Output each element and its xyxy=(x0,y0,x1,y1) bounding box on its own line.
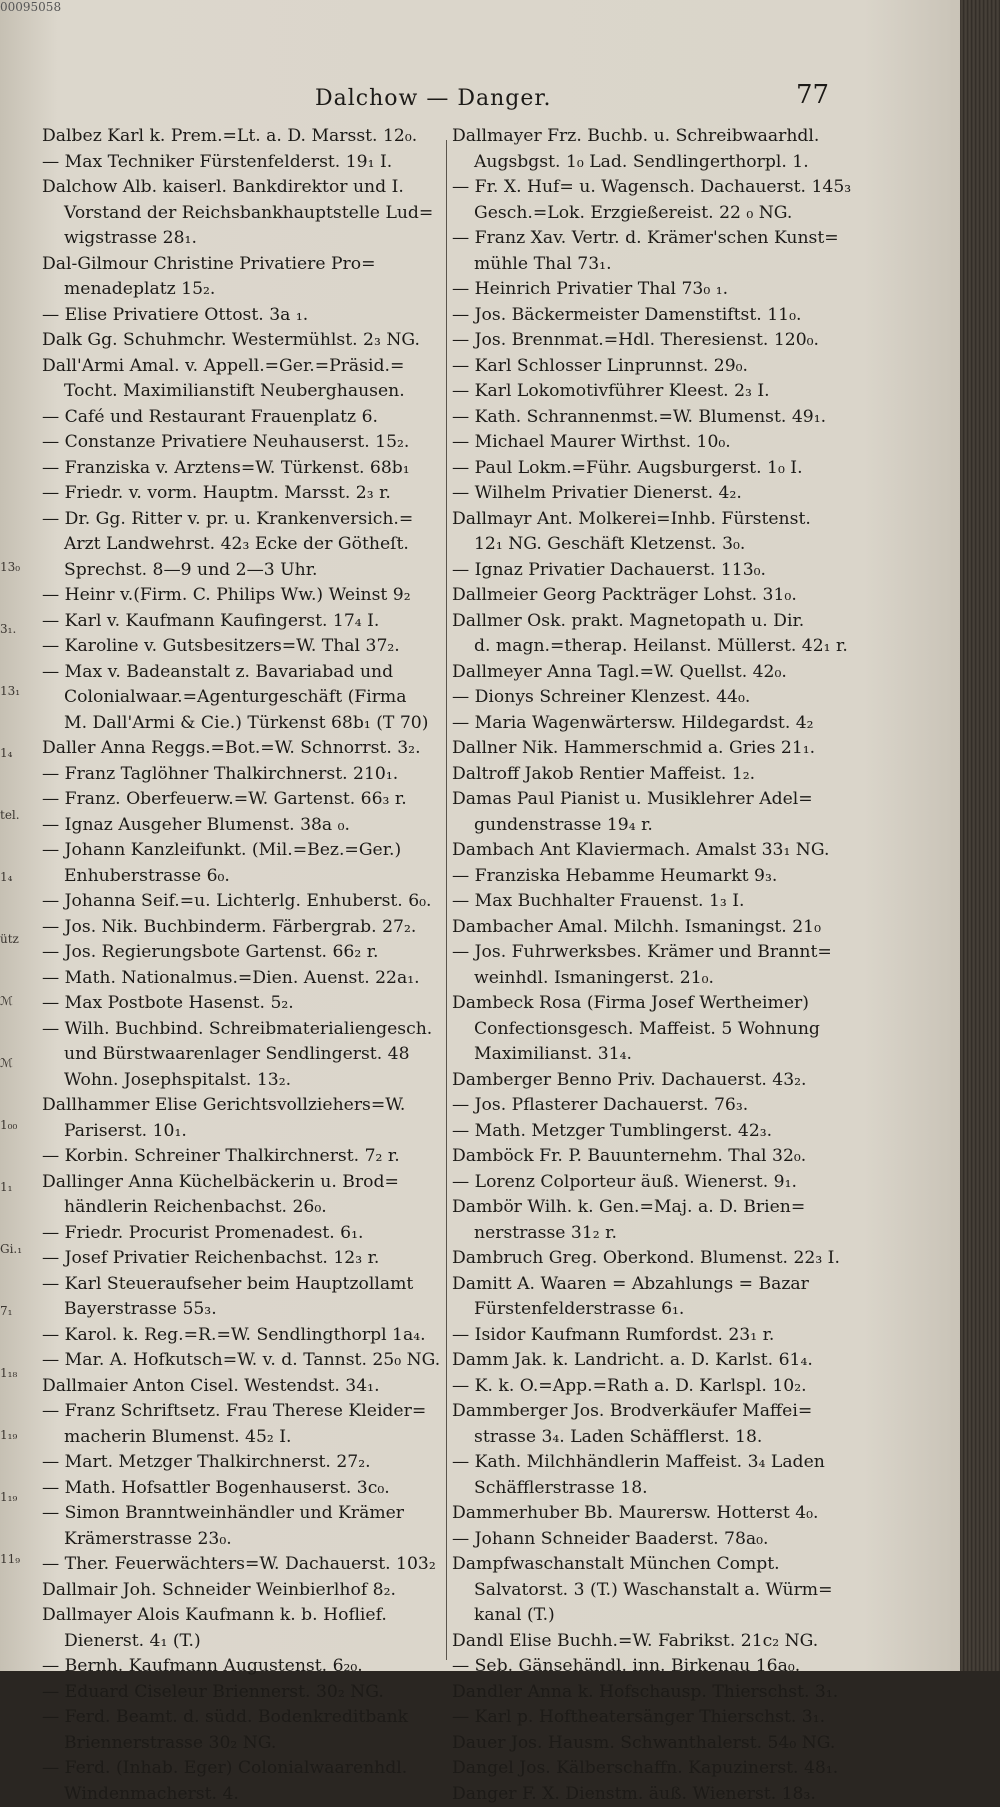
directory-entry-line: — Math. Metzger Tumblingerst. 42₃. xyxy=(452,1119,872,1145)
directory-entry-line: — Karl Schlosser Linprunnst. 29₀. xyxy=(452,354,872,380)
directory-entry-line: Damböck Fr. P. Bauunternehm. Thal 32₀. xyxy=(452,1144,872,1170)
directory-entry-line: Pariserst. 10₁. xyxy=(42,1119,452,1145)
directory-entry-line: d. magn.=therap. Heilanst. Müllerst. 42₁ r. xyxy=(452,634,872,660)
directory-entry-line: Dal-Gilmour Christine Privatiere Pro= xyxy=(42,252,452,278)
directory-entry-line: — Jos. Brennmat.=Hdl. Theresienst. 120₀. xyxy=(452,328,872,354)
corner-mark: 00095058 xyxy=(0,0,61,14)
directory-entry-line: Dallmeyer Anna Tagl.=W. Quellst. 42₀. xyxy=(452,660,872,686)
directory-entry-line: Dallmayr Ant. Molkerei=Inhb. Fürstenst. xyxy=(452,507,872,533)
directory-entry-line: Dallmair Joh. Schneider Weinbierlhof 8₂. xyxy=(42,1578,452,1604)
directory-entry-line: Dall'Armi Amal. v. Appell.=Ger.=Präsid.= xyxy=(42,354,452,380)
directory-entry-line: Dienerst. 4₁ (T.) xyxy=(42,1629,452,1655)
page-number: 77 xyxy=(796,80,829,110)
directory-entry-line: Dandl Elise Buchh.=W. Fabrikst. 21c₂ NG. xyxy=(452,1629,872,1655)
directory-entry-line: — Jos. Pflasterer Dachauerst. 76₃. xyxy=(452,1093,872,1119)
directory-entry-line: Damberger Benno Priv. Dachauerst. 43₂. xyxy=(452,1068,872,1094)
directory-entry-line: — Kath. Milchhändlerin Maffeist. 3₄ Laden xyxy=(452,1450,872,1476)
directory-entry-line: — Max Postbote Hasenst. 5₂. xyxy=(42,991,452,1017)
directory-entry-line: — Kath. Schrannenmst.=W. Blumenst. 49₁. xyxy=(452,405,872,431)
directory-entry-line: — Franz Taglöhner Thalkirchnerst. 210₁. xyxy=(42,762,452,788)
directory-entry-line: — Karol. k. Reg.=R.=W. Sendlingthorpl 1a₄. xyxy=(42,1323,452,1349)
directory-entry-line: Sprechst. 8—9 und 2—3 Uhr. xyxy=(42,558,452,584)
directory-entry-line: — Ther. Feuerwächters=W. Dachauerst. 103₂ xyxy=(42,1552,452,1578)
directory-entry-line: — Dr. Gg. Ritter v. pr. u. Krankenversich.= xyxy=(42,507,452,533)
directory-entry-line: Dallmayer Alois Kaufmann k. b. Hoflief. xyxy=(42,1603,452,1629)
directory-entry-line: M. Dall'Armi & Cie.) Türkenst 68b₁ (T 70) xyxy=(42,711,452,737)
directory-entry-line: — Heinr v.(Firm. C. Philips Ww.) Weinst 9₂ xyxy=(42,583,452,609)
margin-stub-text: 1₁₉ xyxy=(0,1490,17,1504)
right-column xyxy=(452,124,872,1807)
directory-entry-line: Tocht. Maximilianstift Neuberghausen. xyxy=(42,379,452,405)
directory-entry-line: — Franziska v. Arztens=W. Türkenst. 68b₁ xyxy=(42,456,452,482)
directory-entry-line: Danger F. X. Dienstm. äuß. Wienerst. 18₃. xyxy=(452,1782,872,1807)
directory-entry-line: — Josef Privatier Reichenbachst. 12₃ r. xyxy=(42,1246,452,1272)
directory-entry-line: Dallmer Osk. prakt. Magnetopath u. Dir. xyxy=(452,609,872,635)
directory-entry-line: — Mar. A. Hofkutsch=W. v. d. Tannst. 25₀ NG. xyxy=(42,1348,452,1374)
directory-entry-line: — Max v. Badeanstalt z. Bavariabad und xyxy=(42,660,452,686)
margin-stub-text: ℳ xyxy=(0,1056,13,1070)
directory-entry-line: weinhdl. Ismaningerst. 21₀. xyxy=(452,966,872,992)
margin-stub-text: Gi.₁ xyxy=(0,1242,22,1256)
directory-entry-line: macherin Blumenst. 45₂ I. xyxy=(42,1425,452,1451)
directory-entry-line: strasse 3₄. Laden Schäfflerst. 18. xyxy=(452,1425,872,1451)
page-header xyxy=(0,86,920,118)
directory-entry-line: — Friedr. Procurist Promenadest. 6₁. xyxy=(42,1221,452,1247)
directory-entry-line: nerstrasse 31₂ r. xyxy=(452,1221,872,1247)
directory-entry-line: — Korbin. Schreiner Thalkirchnerst. 7₂ r. xyxy=(42,1144,452,1170)
margin-stub-text: ℳ xyxy=(0,994,13,1008)
directory-entry-line: — Maria Wagenwärtersw. Hildegardst. 4₂ xyxy=(452,711,872,737)
directory-entry-line: Gesch.=Lok. Erzgießereist. 22 ₀ NG. xyxy=(452,201,872,227)
directory-entry-line: — Mart. Metzger Thalkirchnerst. 27₂. xyxy=(42,1450,452,1476)
directory-entry-line: Dambach Ant Klaviermach. Amalst 33₁ NG. xyxy=(452,838,872,864)
directory-entry-line: Vorstand der Reichsbankhauptstelle Lud= xyxy=(42,201,452,227)
directory-entry-line: — Wilhelm Privatier Dienerst. 4₂. xyxy=(452,481,872,507)
directory-entry-line: Dambruch Greg. Oberkond. Blumenst. 22₃ I. xyxy=(452,1246,872,1272)
directory-entry-line: — Michael Maurer Wirthst. 10₀. xyxy=(452,430,872,456)
margin-stub-text: 1₁ xyxy=(0,1180,12,1194)
directory-entry-line: Enhuberstrasse 6₀. xyxy=(42,864,452,890)
margin-stub-text: 13₀ xyxy=(0,560,20,574)
directory-entry-line: mühle Thal 73₁. xyxy=(452,252,872,278)
directory-entry-line: Dandler Anna k. Hofschausp. Thierschst. 3₁. xyxy=(452,1680,872,1706)
directory-entry-line: Dallhammer Elise Gerichtsvollziehers=W. xyxy=(42,1093,452,1119)
directory-entry-line: Krämerstrasse 23₀. xyxy=(42,1527,452,1553)
directory-entry-line: — Max Techniker Fürstenfelderst. 19₁ I. xyxy=(42,150,452,176)
directory-entry-line: — Karl p. Hoftheatersänger Thierschst. 3₁. xyxy=(452,1705,872,1731)
directory-entry-line: Dambör Wilh. k. Gen.=Maj. a. D. Brien= xyxy=(452,1195,872,1221)
directory-entry-line: — Math. Nationalmus.=Dien. Auenst. 22a₁. xyxy=(42,966,452,992)
margin-stub-text: ütz xyxy=(0,932,19,946)
margin-stub-text: 3₁. xyxy=(0,622,16,636)
directory-entry-line: — Fr. X. Huf= u. Wagensch. Dachauerst. 145₃ xyxy=(452,175,872,201)
directory-entry-line: — Simon Branntweinhändler und Krämer xyxy=(42,1501,452,1527)
directory-entry-line: — Franz Xav. Vertr. d. Krämer'schen Kunst= xyxy=(452,226,872,252)
directory-entry-line: Dangel Jos. Kälberschaffn. Kapuzinerst. 48₁. xyxy=(452,1756,872,1782)
directory-entry-line: Dallmaier Anton Cisel. Westendst. 34₁. xyxy=(42,1374,452,1400)
directory-entry-line: Dallmayer Frz. Buchb. u. Schreibwaarhdl. xyxy=(452,124,872,150)
directory-entry-line: händlerin Reichenbachst. 26₀. xyxy=(42,1195,452,1221)
directory-entry-line: Augsbgst. 1₀ Lad. Sendlingerthorpl. 1. xyxy=(452,150,872,176)
directory-entry-line: Bayerstrasse 55₃. xyxy=(42,1297,452,1323)
margin-stub-text: 7₁ xyxy=(0,1304,12,1318)
directory-entry-line: — Johanna Seif.=u. Lichterlg. Enhuberst. 6₀. xyxy=(42,889,452,915)
directory-entry-line: — Constanze Privatiere Neuhauserst. 15₂. xyxy=(42,430,452,456)
directory-entry-line: — Ignaz Privatier Dachauerst. 113₀. xyxy=(452,558,872,584)
directory-entry-line: Dammerhuber Bb. Maurersw. Hotterst 4₀. xyxy=(452,1501,872,1527)
directory-entry-line: Dallmeier Georg Packträger Lohst. 31₀. xyxy=(452,583,872,609)
directory-entry-line: und Bürstwaarenlager Sendlingerst. 48 xyxy=(42,1042,452,1068)
margin-stub-text: tel. xyxy=(0,808,20,822)
directory-entry-line: 12₁ NG. Geschäft Kletzenst. 3₀. xyxy=(452,532,872,558)
page-title: Dalchow — Danger. xyxy=(315,86,551,111)
directory-entry-line: Dallner Nik. Hammerschmid a. Gries 21₁. xyxy=(452,736,872,762)
directory-entry-line: menadeplatz 15₂. xyxy=(42,277,452,303)
margin-stub-text: 1₁₈ xyxy=(0,1366,17,1380)
directory-entry-line: Confectionsgesch. Maffeist. 5 Wohnung xyxy=(452,1017,872,1043)
directory-entry-line: — Franz Schriftsetz. Frau Therese Kleider= xyxy=(42,1399,452,1425)
directory-entry-line: — Seb. Gänsehändl. inn. Birkenau 16a₀. xyxy=(452,1654,872,1680)
directory-entry-line: gundenstrasse 19₄ r. xyxy=(452,813,872,839)
directory-entry-line: — Johann Schneider Baaderst. 78a₀. xyxy=(452,1527,872,1553)
directory-entry-line: Dambeck Rosa (Firma Josef Wertheimer) xyxy=(452,991,872,1017)
directory-entry-line: — Johann Kanzleifunkt. (Mil.=Bez.=Ger.) xyxy=(42,838,452,864)
directory-entry-line: — Bernh. Kaufmann Augustenst. 6₂₀. xyxy=(42,1654,452,1680)
directory-entry-line: Damitt A. Waaren = Abzahlungs = Bazar xyxy=(452,1272,872,1298)
margin-stub-text: 1₄ xyxy=(0,746,12,760)
directory-entry-line: Colonialwaar.=Agenturgeschäft (Firma xyxy=(42,685,452,711)
directory-entry-line: — K. k. O.=App.=Rath a. D. Karlspl. 10₂. xyxy=(452,1374,872,1400)
directory-entry-line: Arzt Landwehrst. 42₃ Ecke der Götheſt. xyxy=(42,532,452,558)
directory-entry-line: Dammberger Jos. Brodverkäufer Maffei= xyxy=(452,1399,872,1425)
directory-entry-line: — Karl Lokomotivführer Kleest. 2₃ I. xyxy=(452,379,872,405)
directory-entry-line: — Franziska Hebamme Heumarkt 9₃. xyxy=(452,864,872,890)
margin-stub-text: 13₁ xyxy=(0,684,20,698)
directory-entry-line: Wohn. Josephspitalst. 13₂. xyxy=(42,1068,452,1094)
directory-entry-line: — Isidor Kaufmann Rumfordst. 23₁ r. xyxy=(452,1323,872,1349)
directory-entry-line: Damm Jak. k. Landricht. a. D. Karlst. 61₄. xyxy=(452,1348,872,1374)
directory-entry-line: — Jos. Regierungsbote Gartenst. 66₂ r. xyxy=(42,940,452,966)
directory-entry-line: Daller Anna Reggs.=Bot.=W. Schnorrst. 3₂. xyxy=(42,736,452,762)
directory-entry-line: — Friedr. v. vorm. Hauptm. Marsst. 2₃ r. xyxy=(42,481,452,507)
directory-entry-line: — Max Buchhalter Frauenst. 1₃ I. xyxy=(452,889,872,915)
directory-entry-line: — Heinrich Privatier Thal 73₀ ₁. xyxy=(452,277,872,303)
directory-entry-line: Fürstenfelderstrasse 6₁. xyxy=(452,1297,872,1323)
directory-entry-line: — Karoline v. Gutsbesitzers=W. Thal 37₂. xyxy=(42,634,452,660)
directory-entry-line: — Jos. Fuhrwerksbes. Krämer und Brannt= xyxy=(452,940,872,966)
directory-entry-line: Damas Paul Pianist u. Musiklehrer Adel= xyxy=(452,787,872,813)
directory-entry-line: Windenmacherst. 4. xyxy=(42,1782,452,1807)
directory-entry-line: kanal (T.) xyxy=(452,1603,872,1629)
margin-stub-text: 11₉ xyxy=(0,1552,20,1566)
margin-stub-text: 1₀₀ xyxy=(0,1118,17,1132)
directory-entry-line: Dalchow Alb. kaiserl. Bankdirektor und I. xyxy=(42,175,452,201)
directory-entry-line: — Jos. Nik. Buchbinderm. Färbergrab. 27₂. xyxy=(42,915,452,941)
directory-entry-line: — Lorenz Colporteur äuß. Wienerst. 9₁. xyxy=(452,1170,872,1196)
directory-entry-line: Schäfflerstrasse 18. xyxy=(452,1476,872,1502)
directory-entry-line: — Karl Steueraufseher beim Hauptzollamt xyxy=(42,1272,452,1298)
directory-entry-line: Dambacher Amal. Milchh. Ismaningst. 21₀ xyxy=(452,915,872,941)
directory-entry-line: Daltroff Jakob Rentier Maffeist. 1₂. xyxy=(452,762,872,788)
directory-entry-line: Salvatorst. 3 (T.) Waschanstalt a. Würm= xyxy=(452,1578,872,1604)
left-column xyxy=(42,124,452,1807)
directory-entry-line: Dallinger Anna Küchelbäckerin u. Brod= xyxy=(42,1170,452,1196)
directory-entry-line: — Ferd. (Inhab. Eger) Colonialwaarenhdl. xyxy=(42,1756,452,1782)
directory-entry-line: — Ferd. Beamt. d. südd. Bodenkreditbank xyxy=(42,1705,452,1731)
directory-entry-line: Maximilianst. 31₄. xyxy=(452,1042,872,1068)
margin-stub xyxy=(0,0,40,1671)
directory-entry-line: Dauer Jos. Hausm. Schwanthalerst. 54₀ NG. xyxy=(452,1731,872,1757)
directory-entry-line: — Ignaz Ausgeher Blumenst. 38a ₀. xyxy=(42,813,452,839)
directory-entry-line: — Wilh. Buchbind. Schreibmaterialiengesch. xyxy=(42,1017,452,1043)
directory-entry-line: — Karl v. Kaufmann Kaufingerst. 17₄ I. xyxy=(42,609,452,635)
directory-entry-line: Dalk Gg. Schuhmchr. Westermühlst. 2₃ NG. xyxy=(42,328,452,354)
book-edge xyxy=(960,0,1000,1671)
directory-entry-line: — Paul Lokm.=Führ. Augsburgerst. 1₀ I. xyxy=(452,456,872,482)
directory-entry-line: wigstrasse 28₁. xyxy=(42,226,452,252)
margin-stub-text: 1₁₉ xyxy=(0,1428,17,1442)
directory-entry-line: — Eduard Ciseleur Briennerst. 30₂ NG. xyxy=(42,1680,452,1706)
directory-entry-line: — Jos. Bäckermeister Damenstiftst. 11₀. xyxy=(452,303,872,329)
directory-entry-line: — Café und Restaurant Frauenplatz 6. xyxy=(42,405,452,431)
directory-entry-line: Dampfwaschanstalt München Compt. xyxy=(452,1552,872,1578)
margin-stub-text: 1₄ xyxy=(0,870,12,884)
directory-entry-line: Briennerstrasse 30₂ NG. xyxy=(42,1731,452,1757)
directory-entry-line: — Elise Privatiere Ottost. 3a ₁. xyxy=(42,303,452,329)
directory-entry-line: — Math. Hofsattler Bogenhauserst. 3c₀. xyxy=(42,1476,452,1502)
directory-entry-line: Dalbez Karl k. Prem.=Lt. a. D. Marsst. 12₀. xyxy=(42,124,452,150)
directory-entry-line: — Dionys Schreiner Klenzest. 44₀. xyxy=(452,685,872,711)
directory-entry-line: — Franz. Oberfeuerw.=W. Gartenst. 66₃ r. xyxy=(42,787,452,813)
